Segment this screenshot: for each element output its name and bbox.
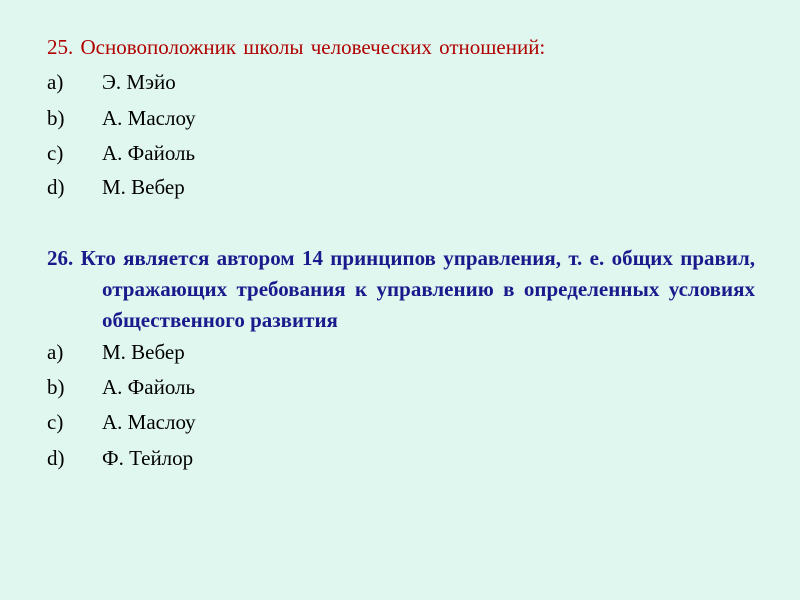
question-25-option-a bbox=[47, 68, 176, 97]
option-letter: c) bbox=[47, 141, 64, 165]
option-letter: a) bbox=[47, 70, 64, 94]
option-letter: d) bbox=[47, 175, 65, 199]
question-26-option-a bbox=[47, 338, 185, 367]
question-26-title: 26. Кто является автором 14 принципов управления, т. е. общих правил, отражающих требования к управлению в определенных условиях общественного развития bbox=[47, 246, 755, 332]
option-text: А. Файоль bbox=[102, 375, 196, 399]
option-letter: b) bbox=[47, 106, 65, 130]
option-text: М. Вебер bbox=[102, 340, 185, 364]
option-text: Э. Мэйо bbox=[102, 70, 176, 94]
option-letter: b) bbox=[47, 375, 65, 399]
question-26-option-b bbox=[47, 373, 195, 402]
option-letter: a) bbox=[47, 340, 64, 364]
option-text: А. Маслоу bbox=[102, 106, 196, 130]
option-text: М. Вебер bbox=[102, 175, 185, 199]
option-text: Ф. Тейлор bbox=[102, 446, 194, 470]
option-text: А. Маслоу bbox=[102, 410, 196, 434]
question-26-option-d bbox=[47, 444, 193, 473]
question-26-option-c bbox=[47, 408, 196, 437]
question-25-option-c bbox=[47, 139, 195, 168]
option-text: А. Файоль bbox=[102, 141, 196, 165]
question-25-option-b bbox=[47, 104, 196, 133]
question-25-title: 25. Основоположник школы человеческих отношений: bbox=[47, 35, 546, 59]
option-letter: c) bbox=[47, 410, 64, 434]
option-letter: d) bbox=[47, 446, 65, 470]
question-25-option-d bbox=[47, 173, 185, 202]
